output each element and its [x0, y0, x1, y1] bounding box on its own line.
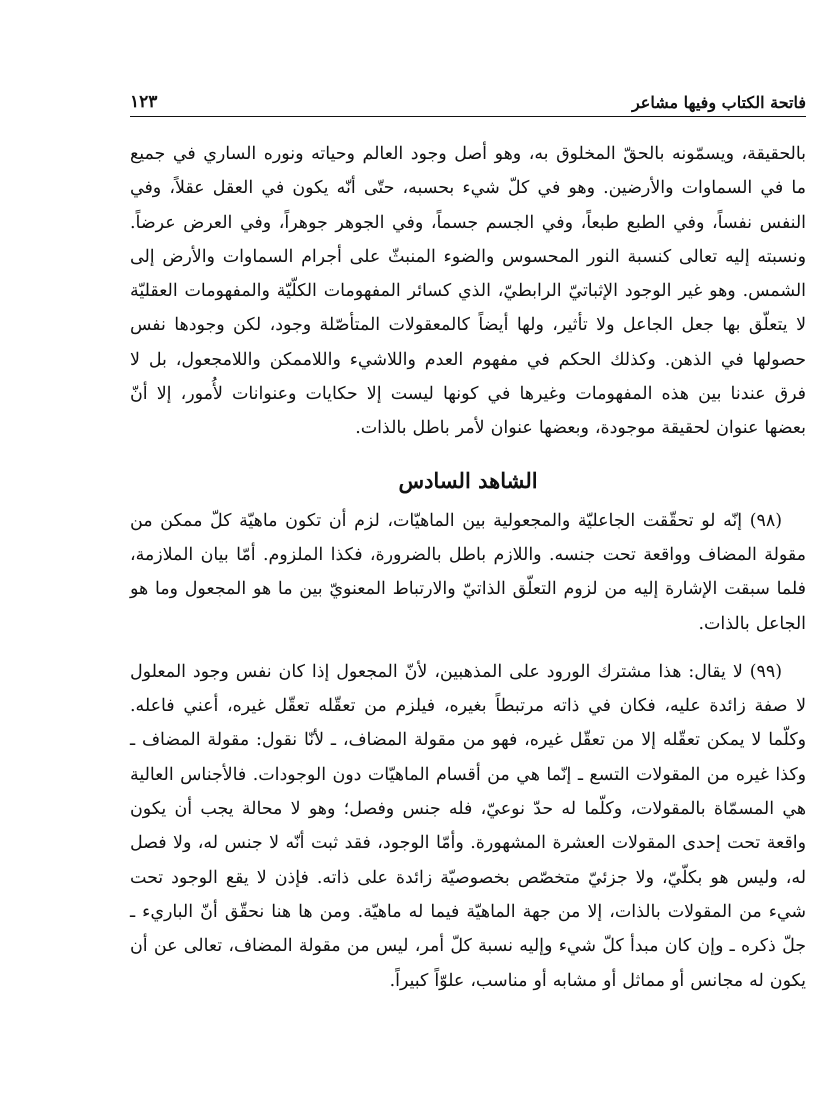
section-heading: الشاهد السادس: [398, 467, 538, 493]
paragraph-98: (٩٨) إنّه لو تحقّقت الجاعليّة والمجعولية بين الماهيّات، لزم أن تكون ماهيّة كلّ ممكن من مقولة المضاف وواقعة تحت جنسه. واللازم باطل بالضرورة، فكذا الملزوم. أمّا بيان الملازمة، فلما سبقت الإشارة إليه من لزوم التعلّق الذاتيّ والارتباط المعنويّ بين ما هو المجعول وما هو الجاعل بالذات.: [130, 510, 806, 634]
page-number: ١٢٣: [130, 92, 158, 112]
chapter-title: فاتحة الكتاب وفيها مشاعر: [631, 93, 806, 112]
running-header: [130, 88, 806, 117]
book-page: [130, 88, 806, 998]
paragraph-continued: بالحقيقة، ويسمّونه بالحقّ المخلوق به، وهو أصل وجود العالم وحياته ونوره الساري في جميع ما في السماوات والأرضين. وهو في كلّ شيء بحسبه، حتّى أنّه يكون في العقل عقلاً، وفي النفس نفساً، وفي الطبع طبعاً، وفي الجسم جسماً، وفي الجوهر جوهراً، وفي العرض عرضاً. ونسبته إليه تعالى كنسبة النور المحسوس والضوء المنبثّ على أجرام السماوات والأرض إلى الشمس. وهو غير الوجود الإثباتيّ الرابطيّ، الذي كسائر المفهومات الكلّيّة والمفهومات العقليّة لا يتعلّق بها جعل الجاعل ولا تأثير، ولها أيضاً كالمعقولات المتأصّلة وجود، لكن وجودها نفس حصولها في الذهن. وكذلك الحكم في مفهوم العدم واللاشيء واللاممكن واللامجعول، بل لا فرق عندنا بين هذه المفهومات وغيرها في كونها ليست إلا حكايات وعنوانات لأُمور، إلا أنّ بعضها عنوان لحقيقة موجودة، وبعضها عنوان لأمر باطل بالذات.: [130, 144, 806, 439]
body-text: [130, 137, 806, 998]
paragraph-99: (٩٩) لا يقال: هذا مشترك الورود على المذهبين، لأنّ المجعول إذا كان نفس وجود المعلول لا صفة زائدة عليه، فكان في ذاته مرتبطاً بغيره، فيلزم من تعقّله تعقّل غيره، أعني فاعله. وكلّما لا يمكن تعقّله إلا من تعقّل غيره، فهو من مقولة المضاف، ـ لأنّا نقول: مقولة المضاف ـ وكذا غيره من المقولات التسع ـ إنّما هي من أقسام الماهيّات دون الوجودات. فالأجناس العالية هي المسمّاة بالمقولات، وكلّما له حدّ نوعيّ، فله جنس وفصل؛ وهو لا محالة يجب أن يكون واقعة تحت إحدى المقولات العشرة المشهورة. وأمّا الوجود، فقد ثبت أنّه لا جنس له، ولا فصل له، وليس هو بكلّيّ، ولا جزئيّ متخصّص بخصوصيّة زائدة على ذاته. فإذن لا يقع الوجود تحت شيء من المقولات بالذات، إلا من جهة الماهيّة فيما له ماهيّة. ومن ها هنا نحقّق أنّ الباريء ـ جلّ ذكره ـ وإن كان مبدأ كلّ شيء وإليه نسبة كلّ أمر، ليس من مقولة المضاف، تعالى عن أن يكون له مجانس أو مماثل أو مشابه أو مناسب، علوّاً كبيراً.: [130, 661, 806, 991]
paragraph-gap: [130, 641, 806, 655]
